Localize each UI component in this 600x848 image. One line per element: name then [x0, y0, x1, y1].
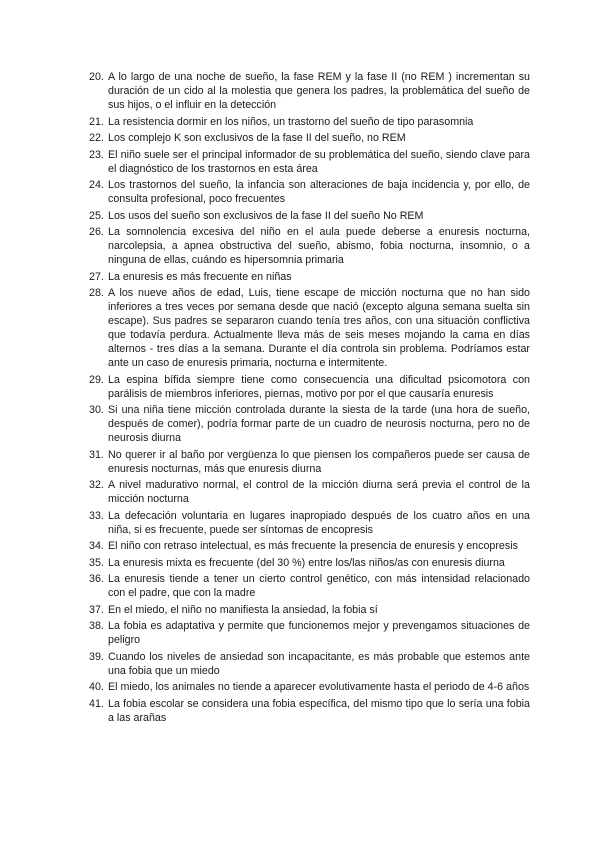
item-text: A lo largo de una noche de sueño, la fase REM y la fase II (no REM ) incrementan su duración de un cido al la molestia que genera los padres, la problemática del sueño de sus hijos, o el influir en la detección: [108, 71, 530, 111]
list-item: [89, 178, 530, 206]
list-item: [89, 286, 530, 370]
item-text: La fobia es adaptativa y permite que funcionemos mejor y prevengamos situaciones de peligro: [108, 620, 530, 646]
item-text: El niño suele ser el principal informador de su problemática del sueño, siendo clave para el diagnóstico de los trastornos en esta área: [108, 148, 530, 175]
item-number: 25.: [89, 209, 104, 222]
item-number: 39.: [89, 650, 104, 663]
item-text: Cuando los niveles de ansiedad son incapacitante, es más probable que estemos ante una fobia que un miedo: [108, 650, 530, 677]
list-item: [89, 70, 530, 112]
list-item: [89, 572, 530, 600]
item-number: 21.: [89, 115, 104, 128]
item-text: A los nueve años de edad, Luis, tiene escape de micción nocturna que no han sido inferiores a tres veces por semana desde que nació (excepto alguna semana suelta sin escape). Sus padres se separaron cuando tenía tres años, con una situación conflictiva que todavía perdura. Actualmente lleva más de seis meses mojando la cama en días alternos - tres días a la semana. Durante el día controla sin problema. Podríamos estar ante un caso de enuresis primaria, nocturna e intermitente.: [108, 287, 530, 369]
item-number: 28.: [89, 287, 104, 299]
item-number: 24.: [89, 179, 104, 191]
item-text: En el miedo, el niño no manifiesta la ansiedad, la fobia sí: [108, 603, 378, 616]
item-number: 23.: [89, 148, 104, 161]
list-item: [89, 650, 530, 678]
item-number: 20.: [89, 71, 104, 83]
list-item: [89, 556, 530, 570]
list-item: [89, 539, 530, 553]
list-item: [89, 478, 530, 506]
item-number: 36.: [89, 573, 104, 585]
item-text: La enuresis es más frecuente en niñas: [108, 270, 292, 283]
item-text: La fobia escolar se considera una fobia específica, del mismo tipo que lo sería una fobia a las arañas: [108, 697, 530, 724]
list-item: [89, 603, 530, 617]
item-text: El miedo, los animales no tiende a aparecer evolutivamente hasta el periodo de 4-6 años: [108, 681, 530, 693]
list-item: [89, 148, 530, 176]
item-text: Los usos del sueño son exclusivos de la fase II del sueño No REM: [108, 209, 424, 222]
statement-list: [89, 70, 530, 727]
item-text: La somnolencia excesiva del niño en el aula puede deberse a enuresis nocturna, narcolepsia, a apnea obstructiva del sueño, abismo, fobia nocturna, insomnio, o a ninguna de ellas, cuándo es hipersomnia primaria: [108, 226, 530, 266]
list-item: [89, 619, 530, 647]
item-text: La enuresis tiende a tener un cierto control genético, con más intensidad relacionado con el padre, que con la madre: [108, 573, 530, 599]
item-number: 27.: [89, 270, 104, 283]
item-number: 37.: [89, 603, 104, 616]
item-number: 41.: [89, 697, 104, 710]
item-number: 40.: [89, 681, 104, 693]
item-number: 22.: [89, 132, 104, 144]
item-text: La defecación voluntaria en lugares inapropiado después de los cuatro años en una niña, si es frecuente, puede ser síntomas de encopresis: [108, 509, 530, 536]
list-item: [89, 131, 530, 145]
item-number: 34.: [89, 540, 104, 552]
list-item: [89, 680, 530, 694]
item-text: La enuresis mixta es frecuente (del 30 %) entre los/las niños/as con enuresis diurna: [108, 556, 505, 569]
item-text: La resistencia dormir en los niños, un trastorno del sueño de tipo parasomnia: [108, 115, 474, 128]
item-number: 30.: [89, 404, 104, 416]
list-item: [89, 373, 530, 401]
item-number: 31.: [89, 448, 104, 461]
list-item: [89, 209, 530, 223]
item-text: Los complejo K son exclusivos de la fase II del sueño, no REM: [108, 132, 406, 144]
item-number: 29.: [89, 373, 104, 386]
item-text: No querer ir al baño por vergüenza lo que piensen los compañeros puede ser causa de enuresis nocturnas, más que enuresis diurna: [108, 448, 530, 475]
item-number: 38.: [89, 620, 104, 632]
item-text: Los trastornos del sueño, la infancia son alteraciones de baja incidencia y, por ello, de consulta profesional, poco frecuentes: [108, 179, 530, 205]
list-item: [89, 697, 530, 725]
list-item: [89, 509, 530, 537]
list-item: [89, 270, 530, 284]
item-text: A nivel madurativo normal, el control de la micción diurna será previa el control de la micción nocturna: [108, 479, 530, 505]
item-number: 33.: [89, 509, 104, 522]
item-text: La espina bífida siempre tiene como consecuencia una dificultad psicomotora con parálisis de miembros inferiores, piernas, motivo por por el que causaría enuresis: [108, 373, 530, 400]
list-item: [89, 115, 530, 129]
list-item: [89, 403, 530, 445]
item-text: El niño con retraso intelectual, es más frecuente la presencia de enuresis y encopresis: [108, 540, 518, 552]
item-text: Si una niña tiene micción controlada durante la siesta de la tarde (una hora de sueño, después de comer), podría formar parte de un cuadro de neurosis nocturna, pero no de neurosis diurna: [108, 404, 530, 444]
list-item: [89, 448, 530, 476]
list-item: [89, 225, 530, 267]
item-number: 35.: [89, 556, 104, 569]
item-number: 32.: [89, 479, 104, 491]
item-number: 26.: [89, 226, 104, 238]
